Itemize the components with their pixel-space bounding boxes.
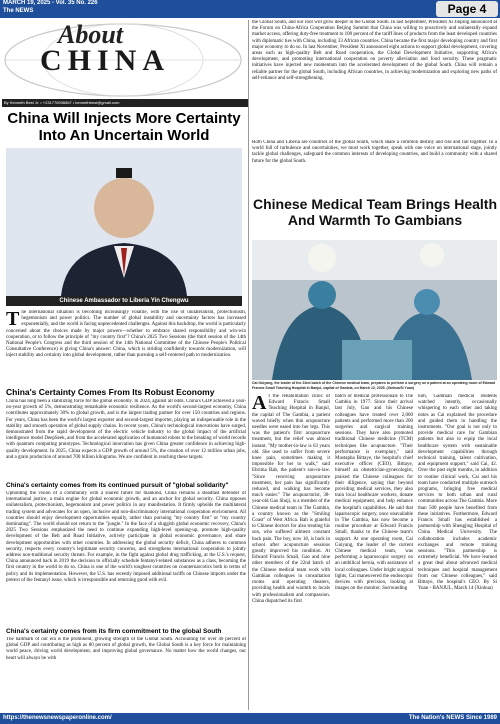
surgery-caption: Cai Guiyang, the leader of the 22nd batch of the Chinese medical team, prepares to perform a surgery on a patient at an operating room of Edward Francis Small Teaching Hospital in Banjul, capital of Gambia, on March 12, 2025. (Xinhua/Si Yuan) — [252, 381, 496, 390]
section-heading-solidarity: China's certainty comes from its continued pursuit of "global solidarity" — [6, 482, 229, 489]
china-title: CHINA — [40, 44, 171, 77]
global-south-paragraph: The hallmark of our era is the prominent, growing strength of the Global South. Accounting for over 40 percent of global GDP and contributing as high as 80 percent of global growth, the Global South is a key force for maintaining world peace, driving world development, and improving global governance. No matter how the world changes, our heart will always be with — [6, 637, 246, 661]
dropcap-a: A — [252, 394, 267, 414]
economy-paragraph: China has long been a stabilizing force for the global economy. In 2024, against all odds, China's GDP achieved a year-on-year growth of 5%, demonstrating remarkable economic resilience. As the world's second-largest economy, China contributes approximately 30% to global growth, and is the largest trading partner for over 150 countries and regions. For years, China has been the world's largest exporter and second-largest importer, playing an indispensable role in the stability and smooth operation of global supply chains. In recent years, China's technological innovations have surged, demonstrated from the rapid development of the electric vehicle industry to the global impact of the artificial intelligence model DeepSeek, and from the accelerated application of humanoid robots to the breaking of world records with quantum computing prototypes. Technological innovation has given China greater confidence in achieving high-quality development. In 2025, China expects a GDP growth of around 5%, the creation of over 12 million urban jobs, and a grain production of around 700 billion kilograms. We are confident in reaching these targets. — [6, 399, 246, 460]
section-heading-global-south: China's certainty comes from its firm commitment to the global South — [6, 628, 222, 635]
column-divider — [248, 20, 249, 710]
page-number: Page 4 — [436, 1, 498, 17]
right-headline: Chinese Medical Team Brings Health And Warmth To Gambians — [252, 196, 498, 228]
portrait-image — [6, 148, 242, 296]
about-title: About — [58, 20, 124, 49]
dropcap: T — [6, 310, 20, 330]
article-column-1: At the rehabilitation clinic of Edward Francis Small Teaching Hospital in Banjul, the capital of The Gambia, a patient waved briefly when thin acupuncture needles were eased into her legs. This was the patient's first acupuncture treatment, but the relief was almost instant. "My mother-in-law is 63 years old. She used to suffer from severe knee pain, sometimes making it impossible for her to walk," said Ebrima Rab, the patient's son-in-law. "Since receiving acupuncture treatment, her pain has significantly reduced, and walking has become much easier." The acupuncturist, 38-year-old Gao Shuji, is a member of the Chinese medical team in The Gambia, a country known as the "Smiling Coast" of West Africa. Bah is grateful to Chinese doctors for also treating his son, who suffered ailment constant back pain. The boy, now 18, is back in school after acupuncture sessions greatly improved his condition. At Edward Francis Small, Gao and nine other members of the 22nd batch of the Chinese medical team work with Gambian colleagues in consultation rooms and operating theaters, providing health and warmth to locals with professionalism and compassion. China dispatched its first — [252, 394, 330, 604]
surgery-photo — [252, 240, 497, 380]
ambassador-photo — [6, 148, 242, 306]
website-link[interactable]: https://thenewsnewspaperonline.com/ — [3, 715, 112, 721]
article-column-2: batch of medical professionals to The Gambia in 1977. Since their arrival last July, Gao and his Chinese colleagues have treated over 2,000 patients and performed more than 200 surgeries and surgical training sessions. They have also promoted traditional Chinese medicine (TCM) techniques like acupuncture. "Their performance is exemplary," said Mustapha Bittaye, the hospital's chief executive officer (CEO). Bittaye, himself an obstetrician-gynecologist, praised the Chinese colleagues for their diligence, saying that beyond providing medical services, they also train local healthcare workers, donate medical equipment, and help enhance the hospital's capabilities. He said that laparoscopic surgery, once unavailable in The Gambia, has now become a routine procedure at Edward Francis Small, thanks to the Chinese team's support. At one operating room, Cai Guiyang, the leader of the current Chinese medical team, was performing a laparoscopic surgery on an umbilical hernia, with assistance of local colleagues. Under bright surgical lights, Cai maneuvered the endoscopic devices with precision, looking at images on the monitor. Surrounding — [335, 394, 413, 592]
footer-bar — [0, 713, 500, 724]
top-banner — [0, 0, 500, 18]
solidarity-paragraph: Upholding the vision of a community with a shared future for mankind, China remains a steadfast defender of international justice, a main engine for global economic growth, and an anchor for global security. China opposes unilateralism, protectionism, hegemonism and power politics in any manifestation. It firmly upholds the multilateral trading system and advocates for an open, inclusive and non-discriminatory international cooperation environment. All countries should enjoy development opportunities equally, rather than pursuing "my country first" or "my country dominating". The world should not return to the "jungle." In the face of a sluggish global economic recovery, China's 2025 Two Sessions emphasized the need to continue expanding high-level opening-up, promote high-quality development of the Belt and Road Initiative, actively participate in global economic governance, and share development opportunities with other countries. In addressing the global security deficit, China adheres to common security, respects every country's legitimate security concerns, and strengthens international cooperation to jointly address non-traditional security threats. For example, in the fight against global drug trafficking, at the U.S.'s request, China announced back in 2019 the decision to officially schedule fentanyl-related substances as a class, becoming the first country in the world to do so. China is one of the world's toughest countries on counternarcotics both in terms of policy and its implementation. However, the U.S. has recently imposed additional tariffs on Chinese imports under the pretext of the fentanyl issue, which is irresponsible and returning good with evil. — [6, 491, 246, 583]
footer-slogan: The Nation's NEWS Since 1989 — [408, 715, 497, 721]
closing-paragraph: Both China and Liberia are countries of the global South, which share a common destiny and rise and fall together. In a world full of turbulence and uncertainties, we must work together, speak with one voice on international stage, jointly tackle global challenges, safeguard the common interests of developing countries, and build a community with a shared future for the global South. — [252, 140, 497, 164]
byline: By Kenneth Best Jr. • +231776936867 • kennethbest@gmail.com — [2, 99, 248, 107]
paper-name: The NEWS — [3, 8, 34, 14]
left-headline: China Will Injects More Certainty Into An Uncertain World — [7, 110, 241, 144]
surgery-image — [252, 240, 497, 380]
intro-paragraph: The international situation is becoming increasingly volatile, with the rise of unilateralism, protectionism, hegemonism and power politics. The number of global instability and uncertainty factors has increased exponentially, and the world is facing unprecedented challenges. Against this backdrop, the world is particularly concerned about the choices made by major powers—whether to embrace shared responsibility and win-win cooperation, or to follow the principle of "my country first"? China's 2025 Two Sessions (the third session of the 14th National People's Congress and the third session of the 14th National Committee of the Chinese People's Political Consultative Conference) is giving China's answer: China, which is striding confidently towards modernization, will inject stability and certainty into global development, rather than pursuing a self-centered path to modernization. — [6, 310, 246, 359]
continued-paragraph: the Global South, and our root will grow deeper in the Global South. In last September, President Xi Jinping announced at the Forum on China-Africa Cooperation Beijing Summit that China was willing to proactively and unilaterally expand market access, offering duty-free treatment to 100 percent of the tariff lines of products from the least developed countries with diplomatic ties with China, including 33 African countries. China became the first major developing country and first major economy to do so. In last November, President Xi announced eight actions to support global development, covering areas such as high-quality Belt and Road cooperation, the Global Development Initiative, supporting Africa's development, and promoting international cooperation on poverty alleviation and food security. These pragmatic initiatives have injected new momentum into the accelerated development of the global South. China will remain a reliable partner for the global South, including African countries, in achieving modernization and exploring new paths of self-reliance and self-strengthening. — [252, 20, 497, 81]
section-heading-economy: China's Certainty Comes From Its Robust Economy — [6, 387, 215, 397]
article-column-3: him, Gambian medical students watched intently, occasionally whispering to each other and taking notes as Cai explained the procedure and guided them in handling the instruments. "Our goal is not only to provide medical care for Gambian patients but also to equip the local healthcare system with sustainable development capabilities through technical training, talent cultivation, and equipment support," said Cai, 42. Over the past eight months, in addition to routine clinical work, Cai and his team have conducted multiple outreach programs, bringing free medical services to both urban and rural communities across The Gambia. More than 500 people have benefited from these initiatives. Furthermore, Edward Francis Small has established a partnership with Shengjing Hospital of China Medical University. The collaboration includes academic exchanges and remote training sessions. "This partnership is extremely beneficial. We have learned a great deal about advanced medical techniques and hospital management from our Chinese colleagues," said Bittaye, the hospital's CEO. By Si Yuan - BANJUL, March 14 (Xinhua) — [418, 394, 497, 592]
ambassador-caption: Chinese Ambassador to Liberia Yin Chengwu — [6, 296, 242, 306]
issue-date: MARCH 19, 2025 - Vol. 35 No. 226 — [3, 0, 98, 6]
